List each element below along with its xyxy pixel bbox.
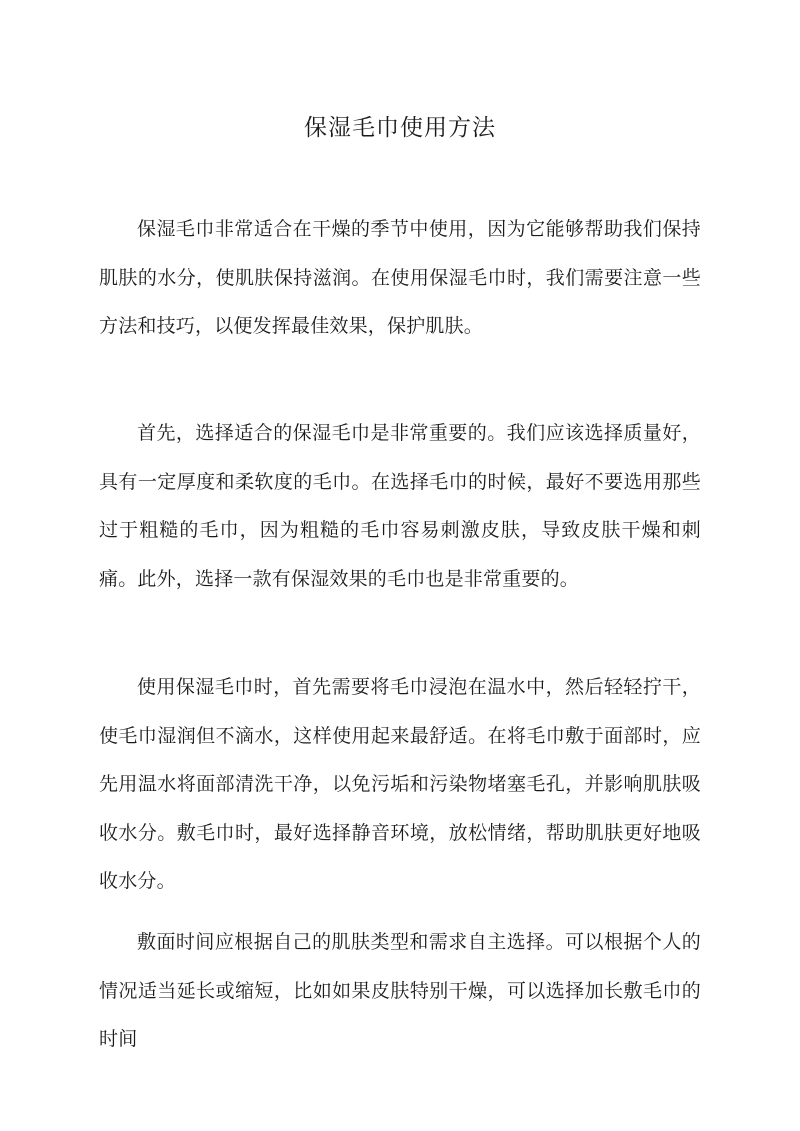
paragraph-intro: 保湿毛巾非常适合在干燥的季节中使用，因为它能够帮助我们保持肌肤的水分，使肌肤保持滋润。在使用保湿毛巾时，我们需要注意一些方法和技巧，以便发挥最佳效果，保护肌肤。: [99, 218, 701, 337]
page-title: 保湿毛巾使用方法: [304, 115, 496, 142]
paragraph-choosing-towel: 首先，选择适合的保湿毛巾是非常重要的。我们应该选择质量好，具有一定厚度和柔软度的毛巾。在选择毛巾的时候，最好不要选用那些过于粗糙的毛巾，因为粗糙的毛巾容易刺激皮肤，导致皮肤干燥和刺痛。此外，选择一款有保湿效果的毛巾也是非常重要的。: [99, 422, 701, 590]
paragraph-usage-steps: 使用保湿毛巾时，首先需要将毛巾浸泡在温水中，然后轻轻拧干，使毛巾湿润但不滴水，这样使用起来最舒适。在将毛巾敷于面部时，应先用温水将面部清洗干净，以免污垢和污染物堵塞毛孔，并影响肌肤吸收水分。敷毛巾时，最好选择静音环境，放松情绪，帮助肌肤更好地吸收水分。: [99, 676, 701, 892]
paragraph-duration: 敷面时间应根据自己的肌肤类型和需求自主选择。可以根据个人的情况适当延长或缩短，比如如果皮肤特别干燥，可以选择加长敷毛巾的时间: [99, 931, 701, 1050]
